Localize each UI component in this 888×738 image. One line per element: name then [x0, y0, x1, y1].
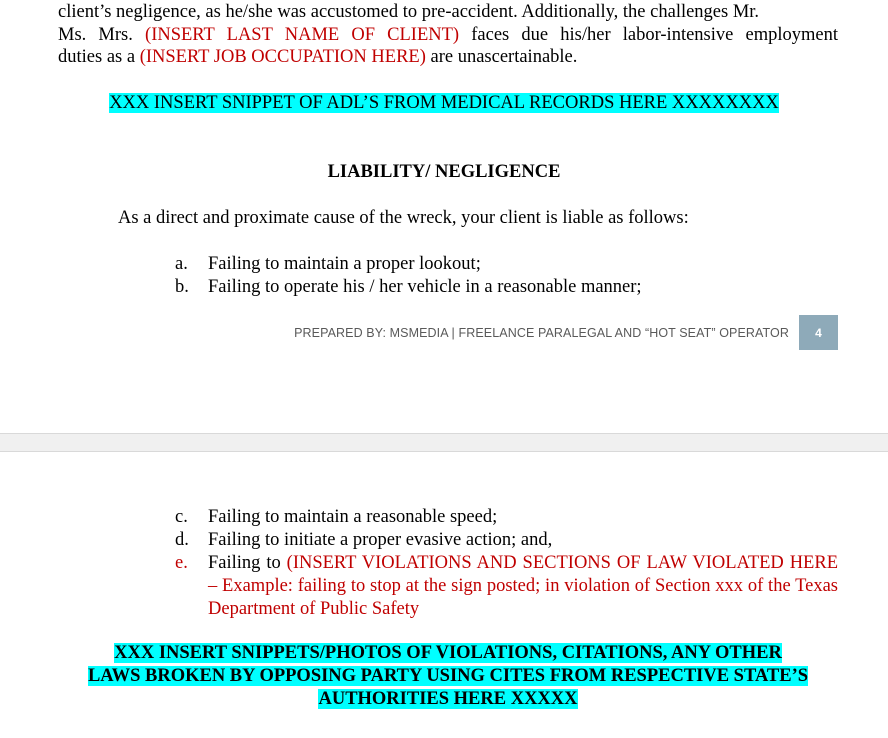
list-marker: b. [175, 277, 189, 297]
violations-placeholder: (INSERT VIOLATIONS AND SECTIONS OF LAW VIOLATED HERE – Example: failing to stop at the sign posted; in violation of Section xxx of the Texas Department of Public Safety [208, 553, 838, 619]
snippet-line-3-text: AUTHORITIES HERE XXXXX [318, 689, 578, 709]
snippet-line-1-text: XXX INSERT SNIPPETS/PHOTOS OF VIOLATIONS, CITATIONS, ANY OTHER [114, 643, 782, 663]
snippet-line-3 [58, 688, 838, 711]
list-item-violations [175, 552, 838, 621]
para-line-2-pre: Ms. Mrs. [58, 24, 133, 45]
list-item-text: Failing to initiate a proper evasive action; and, [208, 530, 553, 550]
para-line-2-post: faces due his/her labor-intensive employment [471, 24, 838, 45]
list-marker: e. [175, 553, 188, 573]
para-line-1: client’s negligence, as he/she was accustomed to pre-accident. Additionally, the challenges Mr. [58, 2, 760, 22]
snippet-line-2-text: LAWS BROKEN BY OPPOSING PARTY USING CITES FROM RESPECTIVE STATE’S [87, 666, 809, 686]
footer-text: PREPARED BY: MSMEDIA | FREELANCE PARALEGAL AND “HOT SEAT” OPERATOR [294, 325, 789, 340]
list-item [175, 253, 838, 276]
violation-pre: Failing to [208, 553, 281, 573]
list-item-text [208, 552, 838, 621]
list-marker: c. [175, 507, 188, 527]
list-marker: d. [175, 530, 189, 550]
list-item [175, 276, 838, 299]
page-break-gap [0, 433, 888, 452]
list-item-text: Failing to operate his / her vehicle in a reasonable manner; [208, 277, 642, 297]
liability-intro: As a direct and proximate cause of the wreck, your client is liable as follows: [118, 208, 689, 228]
client-last-name-placeholder: (INSERT LAST NAME OF CLIENT) [145, 24, 460, 45]
para-line-3-post: are unascertainable. [430, 47, 578, 67]
section-heading: LIABILITY/ NEGLIGENCE [327, 162, 561, 182]
para-line-2 [58, 24, 838, 47]
para-line-3 [58, 46, 838, 69]
adl-paragraph [58, 1, 838, 69]
list-item [175, 529, 838, 552]
list-item-text: Failing to maintain a proper lookout; [208, 254, 481, 274]
adl-snippet-text: XXX INSERT SNIPPET OF ADL’S FROM MEDICAL RECORDS HERE XXXXXXXX [109, 93, 779, 113]
job-occupation-placeholder: (INSERT JOB OCCUPATION HERE) [139, 47, 426, 67]
list-item [175, 506, 838, 529]
adl-snippet-placeholder [0, 92, 888, 115]
liability-list-top [175, 253, 838, 299]
snippet-line-1 [58, 642, 838, 665]
liability-list-bottom [175, 506, 838, 621]
list-item-text: Failing to maintain a reasonable speed; [208, 507, 498, 527]
document-page-5 [0, 452, 888, 738]
page-footer [294, 315, 838, 350]
page-number-badge: 4 [799, 315, 838, 350]
violations-snippet-placeholder [58, 642, 838, 711]
para-line-3-pre: duties as a [58, 47, 136, 67]
list-marker: a. [175, 254, 188, 274]
snippet-line-2 [58, 665, 838, 688]
